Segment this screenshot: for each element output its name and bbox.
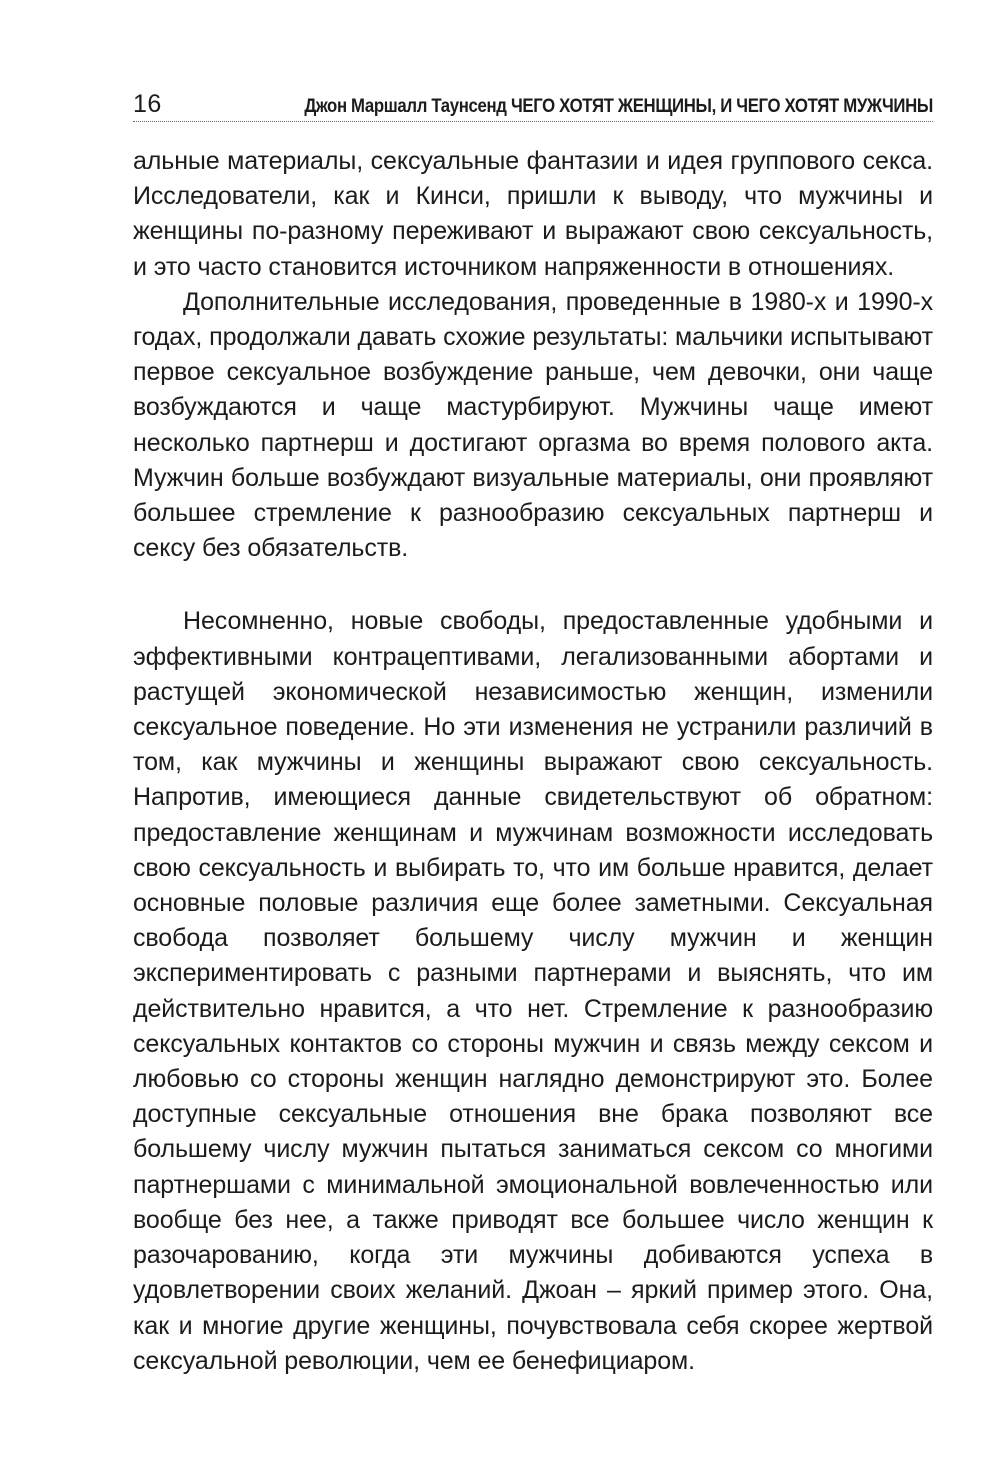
body-text xyxy=(133,144,933,1379)
running-head xyxy=(133,88,933,118)
header-dotted-rule xyxy=(133,121,933,122)
header-book-title: ЧЕГО ХОТЯТ ЖЕНЩИНЫ, И ЧЕГО ХОТЯТ МУЖЧИНЫ xyxy=(511,95,933,117)
paragraph-continued: альные материалы, сексуальные фантазии и идея группового секса. Исследователи, как и Кинси, пришли к выводу, что мужчины и женщины по-разному переживают и выражают свою сексуальность, и это часто становится источником напряженности в отношениях. xyxy=(133,147,933,281)
paragraph: Несомненно, новые свободы, предоставленные удобными и эффективными контрацептивами, легализованными абортами и растущей экономической независимостью женщин, изменили сексуальное поведение. Но эти изменения не устранили различий в том, как мужчины и женщины выражают свою сексуальность. Напротив, имеющиеся данные свидетельствуют об обратном: предоставление женщинам и мужчинам возможности исследовать свою сексуальность и выбирать то, что им больше нравится, делает основные половые различия еще более заметными. Сексуальная свобода позволяет большему числу мужчин и женщин экспериментировать с разными партнерами и выяснять, что им действительно нравится, а что нет. Стремление к разнообразию сексуальных контактов со стороны мужчин и связь между сексом и любовью со стороны женщин наглядно демонстрируют это. Более доступные сексуальные отношения вне брака позволяют все большему числу мужчин пытаться заниматься сексом со многими партнершами с минимальной эмоциональной вовлеченностью или вообще без нее, а также приводят все большее число женщин к разочарованию, когда эти мужчины добиваются успеха в удовлетворении своих желаний. Джоан – яркий пример этого. Она, как и многие другие женщины, почувствовала себя скорее жертвой сексуальной революции, чем ее бенефициаром. xyxy=(133,607,933,1375)
page-number: 16 xyxy=(133,90,162,118)
header-title xyxy=(304,94,933,118)
paragraph: Дополнительные исследования, проведенные в 1980-х и 1990-х годах, продолжали давать схожие результаты: мальчики испытывают первое сексуальное возбуждение раньше, чем девочки, они чаще возбуждаются и чаще мастурбируют. Мужчины чаще имеют несколько партнерш и достигают оргазма во время полового акта. Мужчин больше возбуждают визуальные материалы, они проявляют большее стремление к разнообразию сексуальных партнерш и сексу без обязательств. xyxy=(133,287,933,563)
header-author: Джон Маршалл Таунсенд xyxy=(304,95,507,117)
